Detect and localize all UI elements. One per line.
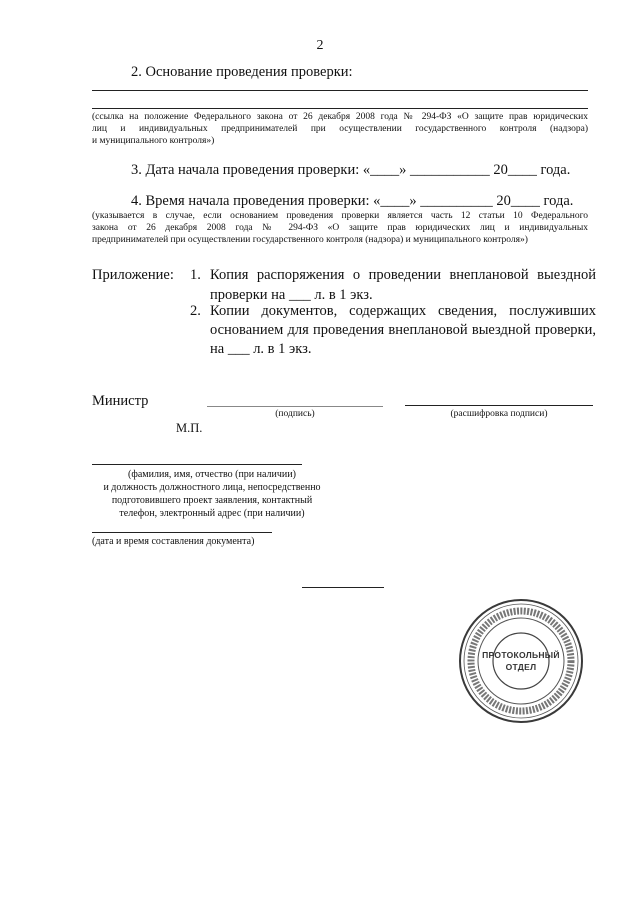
section2-note-3: и муниципального контроля») — [92, 136, 215, 146]
preparer-caption-3: подготовившего проект заявления, контактный — [111, 495, 313, 506]
signature-line — [207, 406, 383, 407]
preparer-caption-4: телефон, электронный адрес (при наличии) — [119, 508, 305, 519]
section2-note-1: (ссылка на положение Федерального закона от 26 декабря 2008 года № 294-ФЗ «О защите прав юридических — [92, 112, 588, 122]
signer-position: Министр — [92, 393, 149, 409]
closing-line — [302, 587, 384, 588]
appendix-item1-line2: проверки на ___ л. в 1 экз. — [210, 287, 373, 303]
stamp-text-2: ОТДЕЛ — [505, 662, 537, 672]
appendix-item2-line3: на ___ л. в 1 экз. — [210, 341, 312, 357]
seal-place-label: М.П. — [176, 421, 203, 435]
page-number: 2 — [316, 38, 324, 53]
appendix-label: Приложение: — [92, 267, 174, 283]
date-line — [92, 532, 272, 533]
signature-decode-caption: (расшифровка подписи) — [450, 409, 548, 419]
section2-note-2: лиц и индивидуальных предпринимателей при осуществлении государственного контроля (надзора) — [92, 124, 588, 134]
section4-note-1: (указывается в случае, если основанием проведения проверки является часть 12 статьи 10 Федерального — [92, 211, 588, 221]
stamp-text-1: ПРОТОКОЛЬНЫЙ — [482, 650, 560, 660]
appendix-item2-number: 2. — [190, 303, 201, 319]
section4-start-time: 4. Время начала проведения проверки: «____» __________ 20____ года. — [131, 193, 574, 209]
preparer-line — [92, 464, 302, 465]
appendix-item2-line2: основанием для проведения внеплановой выездной проверки, — [210, 322, 596, 338]
appendix-item2-line1: Копии документов, содержащих сведения, послуживших — [210, 303, 596, 319]
appendix-item1-number: 1. — [190, 267, 201, 283]
preparer-caption-2: и должность должностного лица, непосредственно — [103, 482, 321, 493]
appendix-item1-line1: Копия распоряжения о проведении внеплановой выездной — [210, 267, 596, 283]
date-caption: (дата и время составления документа) — [92, 536, 255, 547]
section2-line-2 — [92, 108, 588, 109]
section4-note-2: закона от 26 декабря 2008 года № 294-ФЗ «О защите прав юридических лиц и индивидуальных — [92, 223, 588, 233]
stamp-graphic — [458, 598, 584, 724]
protocol-department-stamp — [458, 598, 584, 724]
signature-caption: (подпись) — [275, 409, 315, 419]
section3-start-date: 3. Дата начала проведения проверки: «____» ___________ 20____ года. — [131, 162, 571, 178]
section4-note-3: предпринимателей при осуществлении государственного контроля (надзора) и муниципального контроля») — [92, 235, 528, 245]
preparer-caption-1: (фамилия, имя, отчество (при наличии) — [128, 469, 296, 480]
section2-line-1 — [92, 90, 588, 91]
signature-decode-line — [405, 405, 593, 406]
section2-title: 2. Основание проведения проверки: — [131, 64, 353, 80]
